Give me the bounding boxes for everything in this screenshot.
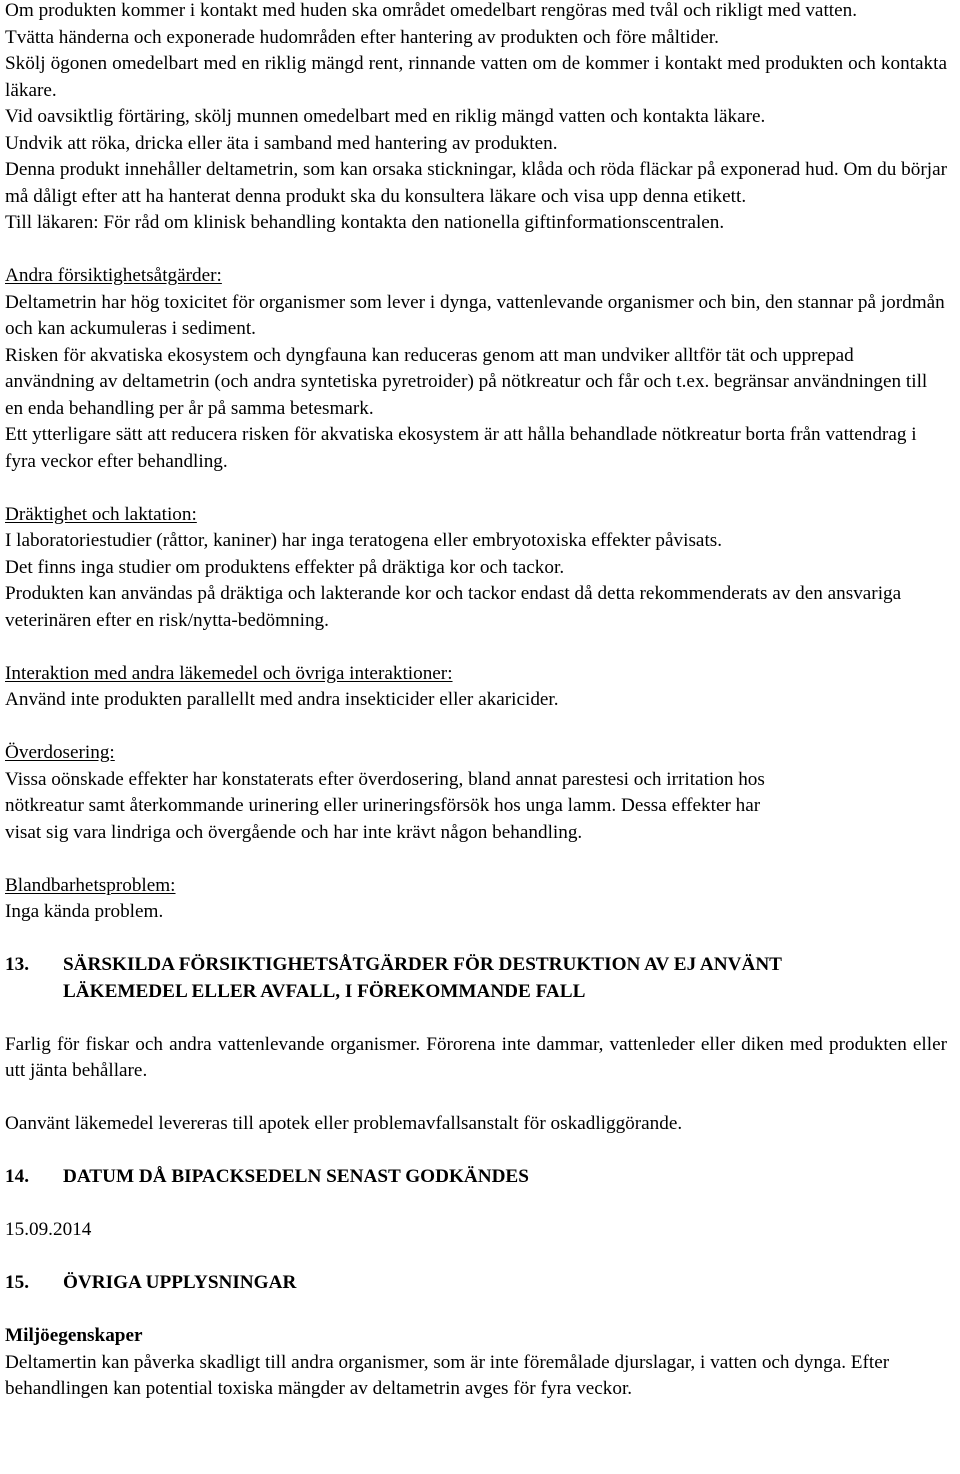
spacer — [5, 1005, 947, 1032]
other-precautions-paragraph: Deltametrin har hög toxicitet för organismer som lever i dynga, vattenlevande organismer och bin, den stannar på jordmån och kan ackumuleras i sediment. — [5, 291, 945, 339]
section-13-heading — [5, 952, 947, 1005]
disposal-paragraph: Farlig för fiskar och andra vattenlevande organismer. Förorena inte dammar, vattenleder eller diken med produkten eller utt jänta behållare. — [5, 1033, 947, 1081]
intro-paragraph-deltamethrin: Denna produkt innehåller deltametrin, som kan orsaka stickningar, klåda och röda fläckar på exponerad hud. Om du börjar må dåligt efter att ha hanterat denna produkt ska du konsultera läkare och visa upp denna etikett. — [5, 159, 947, 207]
incompatibility-heading: Blandbarhetsproblem: — [5, 874, 176, 896]
leaflet-page — [5, 0, 947, 1403]
other-precautions-paragraph: Risken för akvatiska ekosystem och dyngfauna kan reduceras genom att man undviker alltför tät och upprepad användning av deltametrin (och andra syntetiska pyretroider) på nötkreatur och får och t.ex. begränsar användningen till en enda behandling per år på samma betesmark. — [5, 344, 928, 419]
section-title: ÖVRIGA UPPLYSNINGAR — [63, 1272, 297, 1293]
spacer — [5, 237, 947, 264]
spacer — [5, 1138, 947, 1165]
spacer — [5, 634, 947, 661]
section-number: 13. — [5, 954, 29, 975]
section-title-line: LÄKEMEDEL ELLER AVFALL, I FÖREKOMMANDE FALL — [63, 980, 586, 1002]
disposal-paragraph: Oanvänt läkemedel levereras till apotek eller problemavfallsanstalt för oskadliggörande. — [5, 1113, 683, 1134]
intro-paragraph-skin: Om produkten kommer i kontakt med huden ska området omedelbart rengöras med tvål och rikligt med vatten. — [5, 0, 858, 21]
spacer — [5, 1085, 947, 1112]
incompatibility-text: Inga kända problem. — [5, 901, 164, 922]
section-title — [63, 952, 947, 1005]
section-15-heading — [5, 1270, 947, 1297]
section-number: 15. — [5, 1272, 29, 1293]
interactions-heading: Interaktion med andra läkemedel och övriga interaktioner: — [5, 662, 453, 684]
pregnancy-paragraph: Produkten kan användas på dräktiga och lakterande kor och tackor endast då detta rekommenderats av den ansvariga veterinären efter en risk/nytta-bedömning. — [5, 583, 902, 631]
intro-paragraph-eyes: Skölj ögonen omedelbart med en riklig mängd rent, rinnande vatten om de kommer i kontakt med produkten och kontakta läkare. — [5, 53, 947, 101]
section-title: DATUM DÅ BIPACKSEDELN SENAST GODKÄNDES — [63, 1166, 529, 1187]
other-precautions-heading: Andra försiktighetsåtgärder: — [5, 265, 222, 286]
overdose-line: nötkreatur samt återkommande urinering eller urineringsförsök hos unga lamm. Dessa effekter har — [5, 795, 761, 816]
intro-paragraph-doctor: Till läkaren: För råd om klinisk behandling kontakta den nationella giftinformationscentralen. — [5, 212, 725, 233]
spacer — [5, 475, 947, 502]
section-number: 14. — [5, 1166, 29, 1187]
section-14-heading — [5, 1164, 947, 1191]
section-title-line: SÄRSKILDA FÖRSIKTIGHETSÅTGÄRDER FÖR DESTRUKTION AV EJ ANVÄNT — [63, 954, 782, 975]
spacer — [5, 1297, 947, 1324]
intro-paragraph-smoking: Undvik att röka, dricka eller äta i samband med hantering av produkten. — [5, 132, 558, 154]
interactions-text: Använd inte produkten parallellt med andra insekticider eller akaricider. — [5, 689, 559, 710]
environment-subheading: Miljöegenskaper — [5, 1325, 143, 1346]
approval-date: 15.09.2014 — [5, 1219, 92, 1240]
overdose-heading: Överdosering: — [5, 742, 115, 763]
pregnancy-heading: Dräktighet och laktation: — [5, 503, 197, 525]
spacer — [5, 1244, 947, 1271]
spacer — [5, 714, 947, 741]
spacer — [5, 1191, 947, 1218]
overdose-line: visat sig vara lindriga och övergående och har inte krävt någon behandling. — [5, 821, 583, 843]
spacer — [5, 846, 947, 873]
overdose-line: Vissa oönskade effekter har konstaterats efter överdosering, bland annat parestesi och irritation hos — [5, 768, 765, 790]
environment-text: Deltamertin kan påverka skadligt till andra organismer, som är inte föremålade djurslagar, i vatten och dynga. Efter behandlingen kan potential toxiska mängder av deltametrin avges för fyra veckor. — [5, 1351, 890, 1399]
pregnancy-paragraph: I laboratoriestudier (råttor, kaniner) har inga teratogena eller embryotoxiska effekter påvisats. — [5, 530, 723, 551]
pregnancy-paragraph: Det finns inga studier om produktens effekter på dräktiga kor och tackor. — [5, 556, 565, 578]
spacer — [5, 926, 947, 953]
intro-paragraph-ingestion: Vid oavsiktlig förtäring, skölj munnen omedelbart med en riklig mängd vatten och kontakta läkare. — [5, 106, 766, 127]
other-precautions-paragraph: Ett ytterligare sätt att reducera risken för akvatiska ekosystem är att hålla behandlade nötkreatur borta från vattendrag i fyra veckor efter behandling. — [5, 424, 917, 472]
intro-paragraph-hands: Tvätta händerna och exponerade hudområden efter hantering av produkten och före måltider. — [5, 26, 719, 48]
